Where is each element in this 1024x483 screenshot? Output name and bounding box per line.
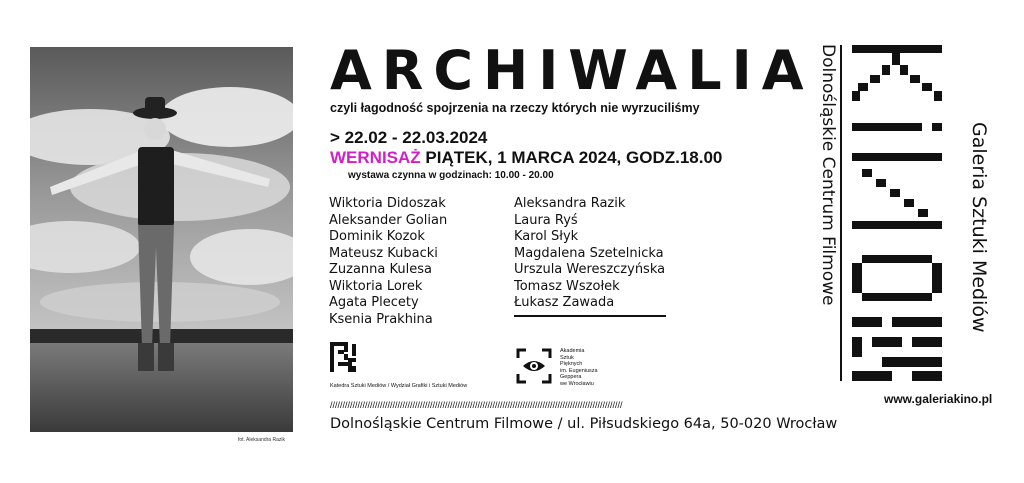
artist-list-left — [329, 196, 447, 328]
exhibition-subtitle: czyli łagodność spojrzenia na rzeczy których nie wyrzuciliśmy — [330, 101, 700, 115]
venue-name: Dolnośląskie Centrum Filmowe — [818, 44, 838, 306]
artist-name: Magdalena Szetelnicka — [514, 245, 664, 261]
artist-name: Zuzanna Kulesa — [329, 262, 432, 277]
venue-address: Dolnośląskie Centrum Filmowe / ul. Piłsudskiego 64a, 50-020 Wrocław — [330, 416, 838, 432]
slash-divider: ///////////////////////////////////////////////////////////////////////////////////////////////////////////////////// — [330, 401, 623, 409]
website-link[interactable]: www.galeriakino.pl — [884, 392, 993, 406]
brand-divider-line — [840, 45, 842, 381]
artist-name: Laura Ryś — [514, 212, 578, 228]
opening-detail: PIĄTEK, 1 MARCA 2024, GODZ.18.00 — [425, 148, 723, 167]
opening-info — [330, 148, 722, 168]
asp-caption-line: Pięknych — [560, 361, 583, 368]
katedra-caption: Katedra Sztuki Mediów / Wydział Grafiki i Sztuki Mediów — [330, 383, 468, 389]
asp-caption-line: Akademia — [560, 348, 585, 354]
asp-logo-icon — [514, 346, 554, 386]
opening-hours: wystawa czynna w godzinach: 10.00 - 20.00 — [348, 170, 554, 181]
scarecrow-photo — [30, 47, 293, 432]
artist-name: Tomasz Wszołek — [514, 278, 620, 294]
artist-list-right — [514, 196, 665, 312]
gallery-name: Galeria Sztuki Mediów — [968, 122, 990, 333]
exhibition-title: ARCHIWALIA — [330, 39, 814, 102]
photo-credit: fot. Aleksandra Razik — [238, 437, 285, 443]
asp-caption-line: im. Eugeniusza — [560, 367, 598, 374]
artist-name: Wiktoria Lorek — [329, 278, 423, 294]
artist-name: Urszula Wereszczyńska — [514, 262, 666, 277]
exhibition-dates: > 22.02 - 22.03.2024 — [330, 128, 488, 147]
artist-name: Agata Plecety — [329, 295, 419, 310]
asp-caption-line: we Wrocławiu — [560, 380, 594, 387]
katedra-logo-icon — [330, 342, 356, 372]
artist-name: Karol Słyk — [514, 229, 579, 244]
artist-name: Mateusz Kubacki — [329, 245, 438, 261]
artist-name: Ksenia Prakhina — [329, 311, 433, 327]
artist-name: Łukasz Zawada — [514, 295, 615, 310]
kino-logo-icon — [852, 45, 942, 381]
asp-caption-line: Geppera — [560, 374, 582, 381]
asp-caption-line: Sztuk — [560, 354, 574, 361]
gallery-name-vertical — [968, 122, 992, 382]
opening-label: WERNISAŻ — [330, 148, 421, 167]
artist-list-divider — [514, 315, 666, 317]
asp-caption — [560, 348, 598, 388]
artist-name: Dominik Kozok — [329, 229, 425, 244]
artist-name: Aleksander Golian — [329, 212, 448, 228]
artist-name: Aleksandra Razik — [514, 196, 626, 211]
artist-name: Wiktoria Didoszak — [329, 196, 446, 211]
venue-name-vertical — [818, 44, 836, 324]
